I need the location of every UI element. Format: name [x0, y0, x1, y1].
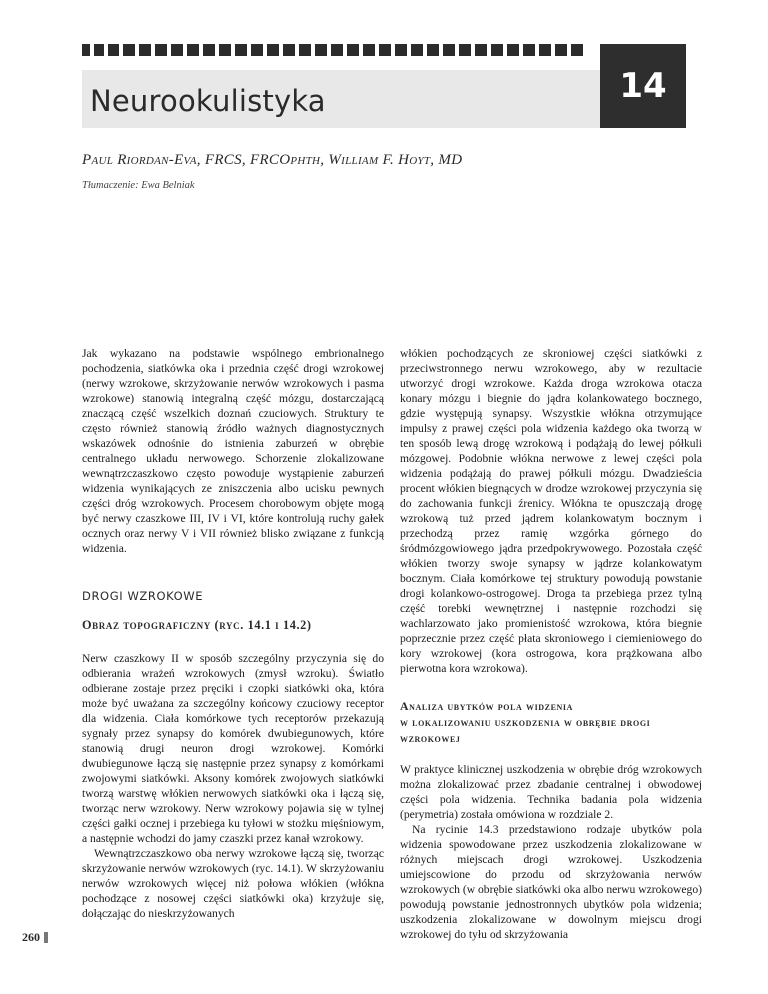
- translator-credit: Tłumaczenie: Ewa Belniak: [82, 180, 195, 191]
- intro-paragraph: Jak wykazano na podstawie wspólnego embrionalnego pochodzenia, siatkówka oka i przednia część drogi wzrokowej (nerwy wzrokowe, skrzyżowanie nerwów wzrokowych i pasma wzrokowe) stanowią integralną część mózgu, dostarczającą znaczącą część wszelkich doznań czuciowych. Struktury te często również stanowią źródło ważnych diagnostycznych wskazówek odnośnie do istnienia zaburzeń w obrębie centralnego układu nerwowego. Schorzenie zlokalizowane wewnątrzczaszkowo często powoduje wystąpienie zaburzeń widzenia wynikających ze zniszczenia albo ucisku pewnych części dróg wzrokowych. Procesem chorobowym objęte mogą być nerwy czaszkowe III, IV i VI, które kontrolują ruchy gałek ocznych oraz nerwy V i VII również blisko związane z funkcją widzenia.: [82, 347, 384, 555]
- body-paragraph: Nerw czaszkowy II w sposób szczególny przyczynia się do odbierania wrażeń wzrokowych (zmysł wzroku). Światło odbierane zostaje przez pręciki i czopki siatkówki oka, która może być uważana za szczególny końcowy czuciowy receptor dla widzenia. Ciała komórkowe tych receptorów przekazują sygnały przez synapsy do komórek dwubiegunowych, które stanowią drugi neuron drogi wzrokowej. Komórki dwubiegunowe łączą się następnie przez synapsy z komórkami zwojowymi siatkówki. Aksony komórek zwojowych siatkówki tworzą warstwę włókien nerwowych siatkówki oka i łączą się, tworząc nerw wzrokowy. Nerw wzrokowy pojawia się w tylnej części gałki ocznej i przebiega ku tyłowi w stożku mięśniowym, a następnie wchodzi do jamy czaszki przez kanał wzrokowy.: [82, 652, 384, 845]
- body-paragraph: Na rycinie 14.3 przedstawiono rodzaje ubytków pola widzenia spowodowane przez uszkodzenia zlokalizowane w różnych miejscach drogi wzrokowej. Uszkodzenia umiejscowione do przodu od skrzyżowania nerwów wzrokowych (w obrębie siatkówki oka albo nerwu wzrokowego) powodują powstanie jednostronnych ubytków pola widzenia; uszkodzenia zlokalizowane w dowolnym miejscu drogi wzrokowej do tyłu od skrzyżowania: [400, 823, 702, 941]
- decorative-segment: [315, 44, 327, 56]
- decorative-segment: [155, 44, 167, 56]
- decorative-segment: [347, 44, 359, 56]
- section-heading: DROGI WZROKOWE: [82, 589, 204, 603]
- body-paragraph: W praktyce klinicznej uszkodzenia w obrębie dróg wzrokowych można zlokalizować przez zbadanie centralnej i obwodowej części pola widzenia. Technika badania pola widzenia (perymetria) została omówiona w rozdziale 2.: [400, 763, 702, 821]
- decorative-segment: [299, 44, 311, 56]
- page-number-marker: [44, 932, 48, 943]
- decorative-bar: [82, 44, 583, 56]
- decorative-segment: [123, 44, 135, 56]
- chapter-authors: Paul Riordan-Eva, FRCS, FRCOphth, William F. Hoyt, MD: [82, 152, 463, 168]
- decorative-segment: [251, 44, 263, 56]
- subsection-heading: Obraz topograficzny (ryc. 14.1 i 14.2): [82, 618, 312, 632]
- decorative-segment: [571, 44, 583, 56]
- subsection-heading-line: Analiza ubytków pola widzenia: [400, 699, 574, 713]
- decorative-segment: [283, 44, 295, 56]
- decorative-segment: [427, 44, 439, 56]
- decorative-segment: [363, 44, 375, 56]
- left-column: [82, 346, 384, 921]
- decorative-segment: [267, 44, 279, 56]
- decorative-segment: [171, 44, 183, 56]
- decorative-segment: [475, 44, 487, 56]
- subsection-heading-line: w lokalizowaniu uszkodzenia w obrębie drogi wzrokowej: [400, 715, 651, 745]
- decorative-segment: [395, 44, 407, 56]
- chapter-number: 14: [600, 44, 686, 128]
- decorative-segment: [523, 44, 535, 56]
- subsection-heading: [400, 698, 702, 746]
- decorative-segment: [82, 44, 90, 56]
- decorative-segment: [507, 44, 519, 56]
- decorative-segment: [331, 44, 343, 56]
- decorative-segment: [219, 44, 231, 56]
- body-paragraph: Wewnątrzczaszkowo oba nerwy wzrokowe łączą się, tworząc skrzyżowanie nerwów wzrokowych (ryc. 14.1). W skrzyżowaniu nerwów wzrokowych więcej niż połowa włókien (włókna pochodzące z nosowej części siatkówki oka) krzyżuje się, dołączając do nieskrzyżowanych: [82, 847, 384, 920]
- decorative-segment: [379, 44, 391, 56]
- decorative-segment: [411, 44, 423, 56]
- decorative-segment: [443, 44, 455, 56]
- decorative-segment: [539, 44, 551, 56]
- decorative-segment: [108, 44, 119, 56]
- decorative-segment: [555, 44, 567, 56]
- decorative-segment: [139, 44, 151, 56]
- decorative-segment: [187, 44, 199, 56]
- right-column: [400, 346, 702, 942]
- page-number-text: 260: [22, 930, 40, 944]
- decorative-segment: [491, 44, 503, 56]
- body-paragraph: włókien pochodzących ze skroniowej części siatkówki z przeciwstronnego nerwu wzrokowego, aby w rezultacie utworzyć drogi wzrokowe. Każda droga wzrokowa otacza konary mózgu i biegnie do jądra kolankowatego bocznego, gdzie występują synapsy. Wszystkie włókna otrzymujące impulsy z prawej części pola widzenia każdego oka tworzą w ten sposób lewą drogę wzrokową i podążają do lewej półkuli mózgowej. Podobnie włókna nerwowe z lewej części pola widzenia podążają do prawej półkuli mózgu. Dwadzieścia procent włókien biegnących w drodze wzrokowej przyczynia się do zachowania funkcji źrenicy. Włókna te opuszczają drogę wzrokową tuż przed jądrem kolankowatym bocznym i przechodzą przez ramię wzgórka górnego do śródmózgowiowego jądra przedpokrywowego. Pozostała część włókien tworzy swoje synapsy w jądrze kolankowatym bocznym. Ciała komórkowe tej struktury powodują powstanie drogi kolankowo-ostrogowej. Droga ta przebiega przez tylną część torebki wewnętrznej i następnie rozchodzi się wachlarzowato jako promienistość wzrokowa, która biegnie poprzecznie przez część płata skroniowego i ciemieniowego do kory wzrokowej (kora ostrogowa, kora prążkowana albo pierwotna kora wzrokowa).: [400, 347, 702, 675]
- decorative-segment: [235, 44, 247, 56]
- decorative-segment: [94, 44, 104, 56]
- page-number: [22, 930, 48, 945]
- decorative-segment: [203, 44, 215, 56]
- decorative-segment: [459, 44, 471, 56]
- chapter-title: Neurookulistyka: [90, 84, 326, 118]
